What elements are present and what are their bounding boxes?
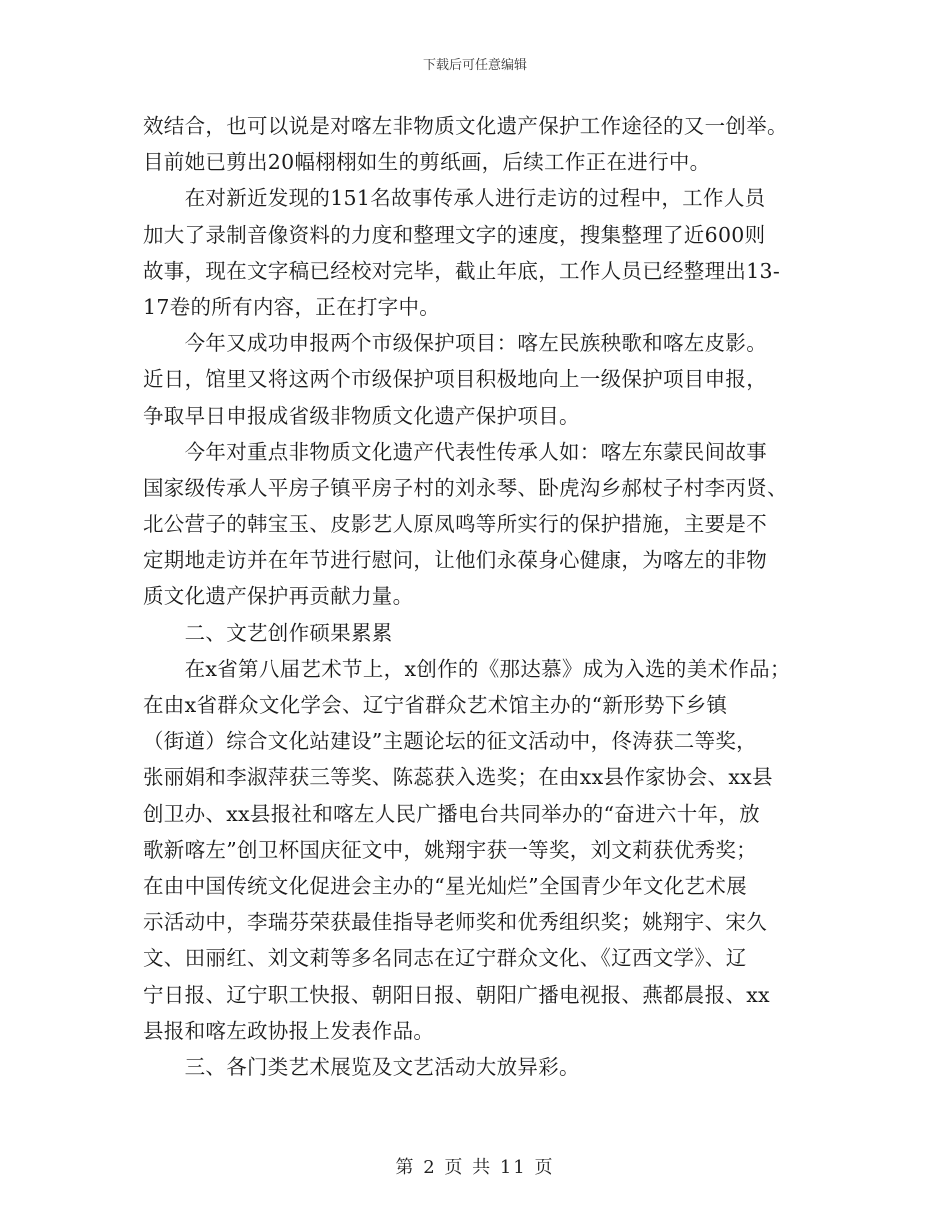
text-line: 争取早日申报成省级非物质文化遗产保护项目。 xyxy=(143,403,580,428)
text-line: （街道）综合文化站建设”主题论坛的征文活动中，佟涛获二等奖， xyxy=(143,729,757,754)
page-footer: 第 2 页 共 11 页 xyxy=(395,1157,555,1178)
text-line: 目前她已剪出20幅栩栩如生的剪纸画，后续工作正在进行中。 xyxy=(143,150,711,175)
text-line: 效结合，也可以说是对喀左非物质文化遗产保护工作途径的又一创举。 xyxy=(143,114,788,138)
text-line: 在由中国传统文化促进会主办的“星光灿烂”全国青少年文化艺术展 xyxy=(143,873,747,898)
text-line: 故事，现在文字稿已经校对完毕，截止年底，工作人员已经整理出13- xyxy=(143,258,781,283)
text-line: 创卫办、xx县报社和喀左人民广播电台共同举办的“奋进六十年，放 xyxy=(143,801,760,826)
text-line: 文、田丽红、刘文莉等多名同志在辽宁群众文化、《辽西文学》、辽 xyxy=(143,946,747,971)
text-line: 在由x省群众文化学会、辽宁省群众艺术馆主办的“新形势下乡镇 xyxy=(143,693,728,717)
text-line: 今年又成功申报两个市级保护项目：喀左民族秧歌和喀左皮影。 xyxy=(143,331,767,356)
text-line: 在对新近发现的151名故事传承人进行走访的过程中，工作人员 xyxy=(143,186,766,211)
text-line: 在x省第八届艺术节上，x创作的《那达慕》成为入选的美术作品； xyxy=(143,656,791,681)
page-header: 下载后可任意编辑 xyxy=(422,58,527,73)
text-line: 国家级传承人平房子镇平房子村的刘永琴、卧虎沟乡郝杖子村李丙贤、 xyxy=(143,475,788,500)
text-line: 今年对重点非物质文化遗产代表性传承人如：喀左东蒙民间故事 xyxy=(143,439,767,464)
section-heading: 二、文艺创作硕果累累 xyxy=(143,620,393,645)
text-line: 张丽娟和李淑萍获三等奖、陈蕊获入选奖；在由xx县作家协会、xx县 xyxy=(143,765,773,790)
section-heading: 三、各门类艺术展览及文艺活动大放异彩。 xyxy=(143,1054,580,1079)
text-line: 宁日报、辽宁职工快报、朝阳日报、朝阳广播电视报、燕都晨报、xx xyxy=(143,982,770,1007)
text-line: 示活动中，李瑞芬荣获最佳指导老师奖和优秀组织奖；姚翔宇、宋久 xyxy=(143,910,767,935)
text-line: 定期地走访并在年节进行慰问，让他们永葆身心健康，为喀左的非物 xyxy=(143,548,767,573)
text-line: 歌新喀左”创卫杯国庆征文中，姚翔宇获一等奖，刘文莉获优秀奖； xyxy=(143,837,757,862)
text-line: 县报和喀左政协报上发表作品。 xyxy=(143,1018,435,1043)
text-line: 17卷的所有内容，正在打字中。 xyxy=(143,294,441,319)
text-line: 北公营子的韩宝玉、皮影艺人原凤鸣等所实行的保护措施，主要是不 xyxy=(143,512,767,537)
text-line: 近日，馆里又将这两个市级保护项目积极地向上一级保护项目申报， xyxy=(143,367,767,392)
text-line: 加大了录制音像资料的力度和整理文字的速度，搜集整理了近600则 xyxy=(143,222,766,247)
body-text xyxy=(143,108,813,1085)
text-line: 质文化遗产保护再贡献力量。 xyxy=(143,584,414,609)
